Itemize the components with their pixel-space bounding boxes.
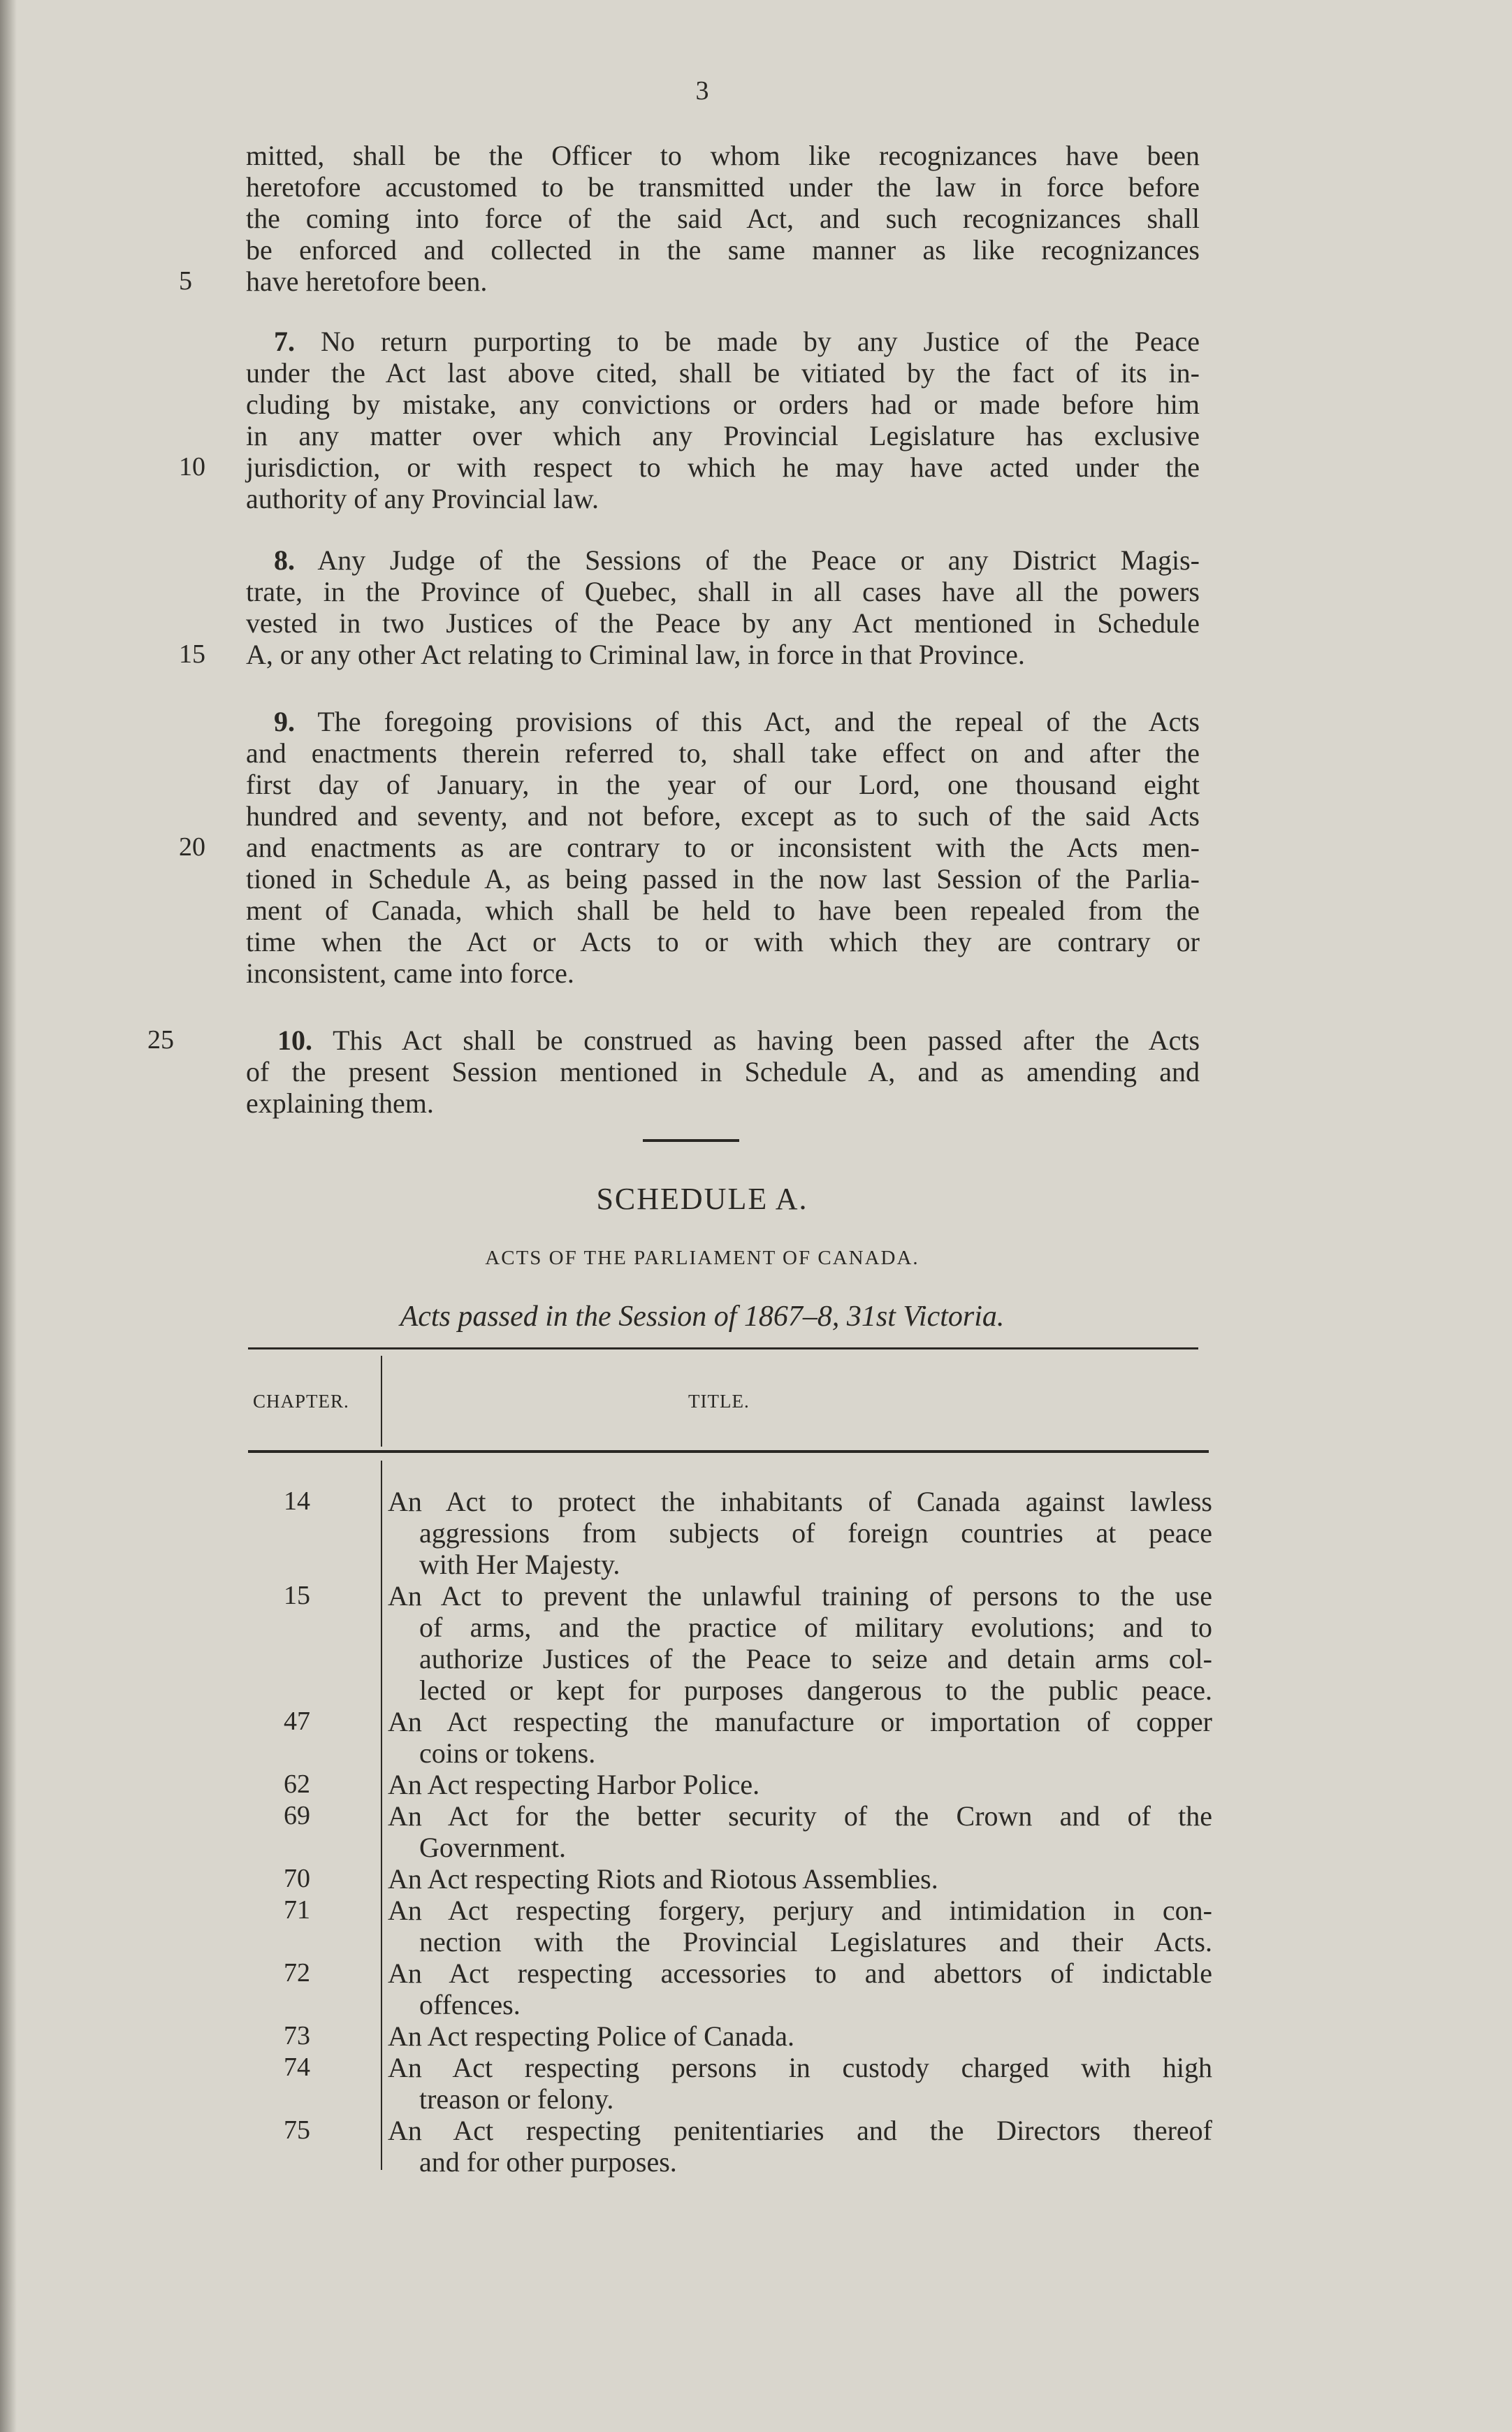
title-line: Government. [419,1832,566,1863]
chapter-number: 70 [284,1864,310,1893]
section-number: 8. [274,544,295,576]
table-column-divider [381,1461,382,2170]
table-top-rule [248,1347,1198,1349]
title-line: coins or tokens. [419,1737,596,1769]
text-line: cluding by mistake, any convictions or orders had or made before him [246,389,1200,420]
title-line: aggressions from subjects of foreign countries at peace [419,1517,1212,1549]
text-line: under the Act last above cited, shall be vitiated by the fact of its in- [246,357,1200,389]
title-line: An Act respecting forgery, perjury and intimidation in con- [388,1895,1212,1926]
title-line: treason or felony. [419,2083,614,2115]
text-line: first day of January, in the year of our Lord, one thousand eight [246,769,1200,800]
text-line: heretofore accustomed to be transmitted under the law in force before [246,171,1200,203]
page-number: 3 [695,76,709,106]
title-line: lected or kept for purposes dangerous to the public peace. [419,1674,1212,1706]
text-line: Any Judge of the Sessions of the Peace or any District Magis- [317,544,1200,576]
title-line: An Act to protect the inhabitants of Canada against lawless [388,1486,1212,1517]
paragraph-continuation [179,140,1200,297]
chapter-number: 69 [284,1801,310,1830]
chapter-number: 73 [284,2021,310,2050]
text-line: ment of Canada, which shall be held to have been repealed from the [246,895,1200,926]
schedule-title: SCHEDULE A. [596,1182,808,1216]
text-line: explaining them. [246,1087,434,1119]
title-line: An Act for the better security of the Crown and of the [388,1800,1212,1832]
text-line: inconsistent, came into force. [246,957,574,989]
text-line: trate, in the Province of Quebec, shall in all cases have all the powers [246,576,1200,607]
section-9 [179,706,1200,989]
title-line: An Act respecting penitentiaries and the Directors thereof [388,2115,1212,2146]
line-number: 10 [179,452,205,482]
title-line: An Act respecting the manufacture or importation of copper [388,1706,1212,1737]
text-line: the coming into force of the said Act, and such recognizances shall [246,203,1200,234]
section-number: 7. [274,326,295,357]
section-8 [179,544,1200,670]
schedule-session: Acts passed in the Session of 1867–8, 31st Victoria. [400,1301,1005,1333]
text-line: authority of any Provincial law. [246,483,599,514]
title-line: An Act respecting accessories to and abettors of indictable [388,1957,1212,1989]
text-line: and enactments therein referred to, shall take effect on and after the [246,737,1200,769]
text-line: This Act shall be construed as having been passed after the Acts [333,1025,1200,1056]
chapter-number: 74 [284,2053,310,2082]
chapter-number: 72 [284,1958,310,1988]
text-line: hundred and seventy, and not before, except as to such of the said Acts [246,800,1200,832]
column-header-chapter: CHAPTER. [253,1391,349,1412]
text-line: time when the Act or Acts to or with which they are contrary or [246,926,1200,957]
text-line: A, or any other Act relating to Criminal law, in force in that Province. [246,639,1025,670]
chapter-number: 75 [284,2115,310,2145]
table-header-rule [248,1450,1209,1453]
text-line: in any matter over which any Provincial Legislature has exclusive [246,420,1200,451]
title-line: nection with the Provincial Legislatures and their Acts. [419,1926,1212,1957]
title-line: authorize Justices of the Peace to seize and detain arms col- [419,1643,1212,1674]
chapter-number: 15 [284,1581,310,1610]
chapter-number: 62 [284,1769,310,1799]
schedule-subtitle: ACTS OF THE PARLIAMENT OF CANADA. [485,1247,919,1269]
text-line: No return purporting to be made by any Justice of the Peace [321,326,1200,357]
text-line: jurisdiction, or with respect to which he may have acted under the [246,451,1200,483]
title-line: An Act respecting Police of Canada. [388,2020,795,2052]
text-line: be enforced and collected in the same manner as like recognizances [246,234,1200,266]
text-line: have heretofore been. [246,266,488,297]
title-line: of arms, and the practice of military evolutions; and to [419,1612,1212,1643]
section-10 [147,1025,1200,1119]
section-divider [643,1139,739,1142]
section-7 [179,326,1200,514]
column-header-title: TITLE. [688,1391,750,1412]
title-line: An Act respecting Riots and Riotous Assemblies. [388,1863,938,1895]
title-line: An Act respecting persons in custody charged with high [388,2052,1212,2083]
title-line: and for other purposes. [419,2146,677,2178]
chapter-number: 47 [284,1707,310,1736]
title-line: offences. [419,1989,521,2020]
text-line: vested in two Justices of the Peace by any Act mentioned in Schedule [246,607,1200,639]
chapter-number: 71 [284,1895,310,1925]
chapter-number: 14 [284,1486,310,1516]
section-number: 10. [277,1025,312,1056]
text-line: of the present Session mentioned in Schedule A, and as amending and [246,1056,1200,1087]
text-line: tioned in Schedule A, as being passed in the now last Session of the Parlia- [246,863,1200,895]
line-number: 5 [179,266,192,296]
title-line: An Act to prevent the unlawful training of persons to the use [388,1580,1212,1612]
text-line: mitted, shall be the Officer to whom like recognizances have been [246,140,1200,171]
title-line: An Act respecting Harbor Police. [388,1769,760,1800]
line-number: 15 [179,639,205,669]
table-header-divider [381,1356,382,1447]
text-line: The foregoing provisions of this Act, and the repeal of the Acts [317,706,1200,737]
line-number: 20 [179,832,205,862]
section-number: 9. [274,706,295,737]
text-line: and enactments as are contrary to or inconsistent with the Acts men- [246,832,1200,863]
line-number: 25 [147,1025,174,1055]
title-line: with Her Majesty. [419,1549,620,1580]
